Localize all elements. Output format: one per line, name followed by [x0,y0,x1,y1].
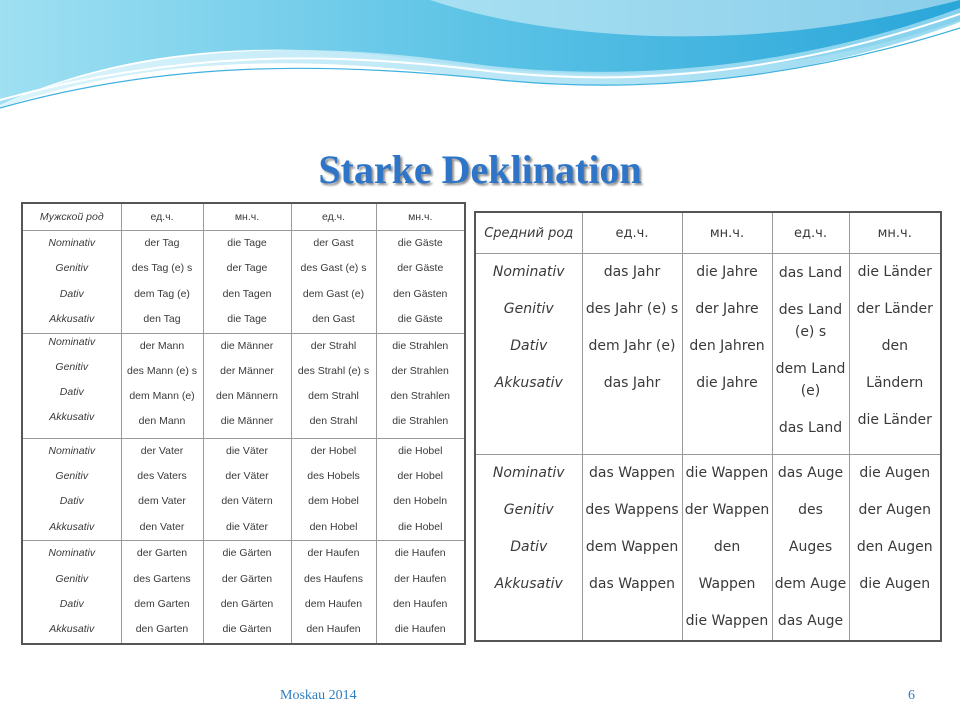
form: den Strahlen [390,389,451,402]
form: die Haufen [394,623,446,636]
table-block-row [22,333,465,438]
form: das Auge [777,613,844,629]
form: den Garten [135,623,189,636]
form: der Haufen [394,572,447,585]
form-cell [291,231,376,334]
case-cell [475,455,582,642]
case-label: Dativ [59,598,84,611]
form: dem Strahl [308,389,359,402]
form: den Vätern [221,495,273,508]
column-header: ед.ч. [582,212,682,254]
case-label: Dativ [59,495,84,508]
form: der Mann [139,339,185,352]
form: das Auge [777,465,844,481]
header-wave-decoration [0,0,960,120]
form-cell [376,231,465,334]
form: der Gäste [397,262,444,275]
gender-header: Средний род [475,212,582,254]
form: den Tagen [222,287,272,300]
form: der Gärten [221,572,273,585]
form: das Wappen [589,576,675,592]
form-cell [376,333,465,438]
case-cell [475,254,582,455]
form: des Tag (e) s [131,262,193,275]
form: der Tag [144,237,180,249]
form: der Hobel [310,444,357,457]
case-cell [22,333,121,438]
column-header: ед.ч. [121,203,203,231]
column-header: мн.ч. [376,203,465,231]
case-label: Dativ [510,539,548,555]
form: der Länder [856,301,933,317]
form-cell [291,438,376,541]
case-label: Genitiv [503,301,554,317]
form: der Jahre [695,301,759,317]
form: die Gärten [222,623,272,636]
form: dem Mann (e) [129,389,195,402]
form-cell [376,438,465,541]
form: des Land (e) s [778,302,843,340]
form: dem Gast (e) [302,287,365,300]
case-label: Akkusativ [494,576,563,592]
form: das Jahr [603,375,661,391]
form: die Wappen [685,613,769,629]
masculine-declension-table [21,202,466,645]
case-cell [22,231,121,334]
form: der Tage [226,262,268,275]
case-label: Genitiv [55,262,89,275]
form: die Haufen [394,547,446,560]
form: die Väter [225,444,269,457]
case-label: Genitiv [55,572,89,585]
form: die Wappen [685,465,769,481]
form: die Strahlen [392,339,449,352]
case-label: Nominativ [48,237,96,249]
form: der Strahl [310,339,357,352]
form-cell [849,254,941,455]
form: den Augen [856,539,933,555]
slide-title: Starke Deklination [318,147,642,192]
form: die Gäste [397,313,443,326]
form: den Jahren [689,338,765,354]
form-cell [291,333,376,438]
form: der Gast [313,237,354,249]
form-cell [582,455,682,642]
table-header-row [22,203,465,231]
form: die Jahre [696,264,758,280]
form: des Auges [788,502,833,555]
column-header: мн.ч. [203,203,291,231]
form-cell [203,438,291,541]
case-label: Akkusativ [494,375,563,391]
form: die Länder [857,264,932,280]
form: den Strahl [309,414,358,427]
form: dem Garten [134,598,190,611]
form-cell [682,254,772,455]
form: das Land [778,420,843,436]
form-cell [291,541,376,644]
column-header: мн.ч. [682,212,772,254]
form: dem Auge [774,576,847,592]
form: die Jahre [696,375,758,391]
form: dem Haufen [304,598,363,611]
case-cell [22,541,121,644]
column-header: ед.ч. [291,203,376,231]
form: den Männern [216,389,278,402]
case-label: Akkusativ [49,410,95,423]
form: des Jahr (e) s [585,301,679,317]
form: die Tage [227,237,267,249]
neuter-declension-table [474,211,942,642]
form: den Ländern [866,338,924,391]
form: des Gast (e) s [300,262,367,275]
form: des Haufens [304,572,363,585]
slide-page-number: 6 [908,688,915,703]
form: dem Vater [138,495,186,508]
form: dem Jahr (e) [588,338,676,354]
form: der Väter [225,470,269,483]
form: die Augen [859,576,931,592]
form: die Hobel [398,444,443,457]
case-cell [22,438,121,541]
column-header: мн.ч. [849,212,941,254]
form: dem Tag (e) [134,287,190,300]
form-cell [203,231,291,334]
table-block-row [475,254,941,455]
case-label: Genitiv [55,470,89,483]
case-label: Nominativ [492,465,565,481]
case-label: Nominativ [48,547,96,560]
case-label: Genitiv [55,360,89,373]
form: des Hobels [307,470,360,483]
case-label: Dativ [59,385,84,398]
case-label: Akkusativ [49,313,95,326]
form: den Gärten [220,598,274,611]
form: des Wappens [585,502,679,518]
form: des Mann (e) s [126,364,198,377]
form-cell [121,333,203,438]
column-header: ед.ч. [772,212,849,254]
form-cell [582,254,682,455]
form: die Augen [859,465,931,481]
form: den Wappen [698,539,756,592]
form-cell [849,455,941,642]
form: das Land [778,265,843,281]
case-label: Genitiv [503,502,554,518]
form: den Haufen [306,623,361,636]
form: die Länder [857,412,932,428]
form: die Strahlen [392,414,449,427]
case-label: Akkusativ [49,520,95,533]
form-cell [682,455,772,642]
form: der Männer [220,364,274,377]
form: den Gästen [393,287,448,300]
case-label: Nominativ [48,335,96,348]
case-label: Nominativ [492,264,565,280]
form: dem Land (e) [775,361,846,399]
form-cell [121,541,203,644]
case-label: Nominativ [48,444,96,457]
form: die Männer [220,414,274,427]
form: des Strahl (e) s [297,364,370,377]
form: der Garten [136,547,188,560]
form-cell [203,541,291,644]
form: den Gast [312,313,355,326]
table-block-row [22,231,465,334]
form: der Hobel [397,470,444,483]
form: den Tag [143,313,181,326]
form: den Haufen [393,598,448,611]
form: der Augen [858,502,932,518]
footer-location-date: Moskau 2014 [280,688,357,703]
form: das Wappen [589,465,675,481]
form: der Haufen [307,547,360,560]
gender-header: Мужской род [22,203,121,231]
form: der Strahlen [391,364,449,377]
form: den Hobeln [393,495,448,508]
form-cell [772,254,849,455]
form: den Mann [138,414,186,427]
table-block-row [22,438,465,541]
form-cell [121,438,203,541]
table-block-row [475,455,941,642]
form: die Männer [220,339,274,352]
case-label: Akkusativ [49,623,95,636]
form-cell [121,231,203,334]
form: die Väter [225,520,269,533]
form: dem Wappen [585,539,679,555]
form: die Tage [227,313,267,326]
form: der Vater [140,444,184,457]
case-label: Dativ [510,338,548,354]
form: den Hobel [309,520,358,533]
table-header-row [475,212,941,254]
form: dem Hobel [308,495,359,508]
form: das Jahr [603,264,661,280]
form: der Wappen [684,502,770,518]
form: die Gäste [397,237,443,249]
form-cell [203,333,291,438]
case-label: Dativ [59,287,84,300]
form-cell [772,455,849,642]
form: des Gartens [133,572,191,585]
form-cell [376,541,465,644]
form: des Vaters [137,470,187,483]
form: die Hobel [398,520,443,533]
form: die Gärten [222,547,272,560]
table-block-row [22,541,465,644]
form: den Vater [139,520,185,533]
